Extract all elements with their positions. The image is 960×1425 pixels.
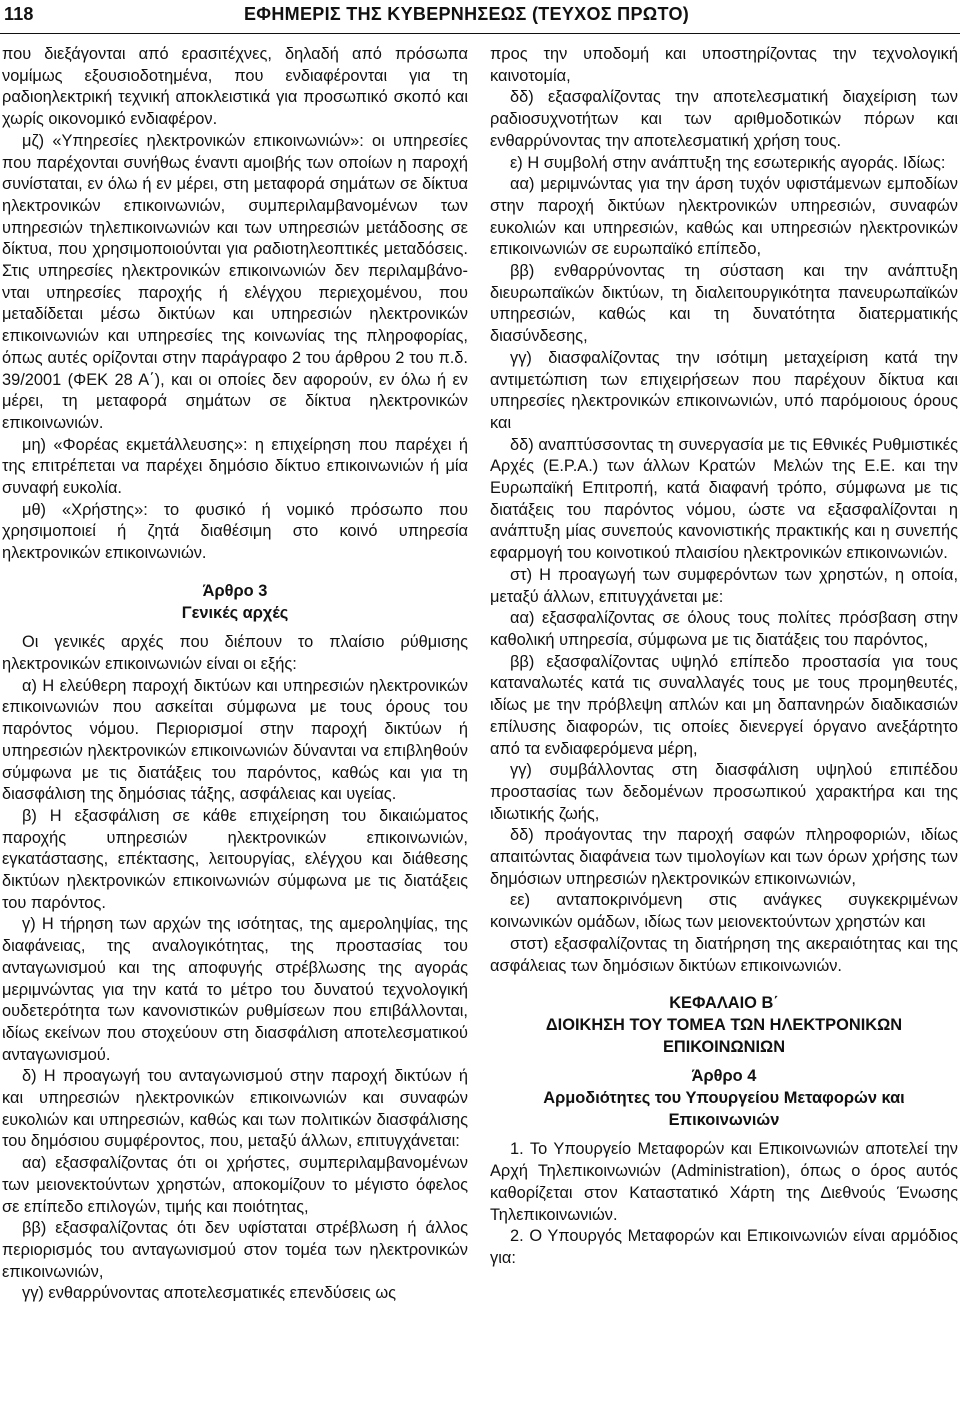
- paragraph: μη) «Φορέας εκμετάλλευσης»: η επιχείρηση που παρέχει ή της επιτρέπεται να παρέχει δημόσιο δίκτυο επικοινωνιών ή μία συναφή ευκολία.: [2, 435, 468, 498]
- left-column: [2, 44, 468, 1305]
- chapter-title: ΔΙΟΙΚΗΣΗ ΤΟΥ ΤΟΜΕΑ ΤΩΝ ΗΛΕΚΤΡΟΝΙΚΩΝ ΕΠΙΚΟΙΝΩΝΙΩΝ: [545, 1015, 903, 1056]
- paragraph: στστ) εξασφαλίζοντας τη διατήρηση της ακεραιότητας και της ασφάλειας των δημόσιων δικτύων επικοινωνιών.: [490, 934, 958, 975]
- chapter-number: ΚΕΦΑΛΑΙΟ Β΄: [669, 994, 779, 1013]
- paragraph: μθ) «Χρήστης»: το φυσικό ή νομικό πρόσωπο που χρησιμοποιεί ή ζητά διαθέσιμη στο κοινό υπηρεσία ηλεκτρονικών επικοινωνιών.: [2, 500, 468, 563]
- paragraph: εε) ανταποκρινόμενη στις ανάγκες συγκεκριμένων κοινωνικών ομάδων, ιδίως των μειονεκτούντων χρηστών και: [490, 891, 958, 932]
- article-4-number: Άρθρο 4: [691, 1067, 757, 1086]
- paragraph: β) Η εξασφάλιση σε κάθε επιχείρηση του δικαιώματος παροχής υπηρεσιών ηλεκτρονικών επικοινωνιών, εγκατάστασης, επέκτασης, λειτουργίας, ελέγχου και διάθεσης δικτύων ηλεκτρονικών επικοινωνιών σύμφωνα με τις διατάξεις του παρόντος.: [2, 806, 468, 912]
- paragraph: ββ) εξασφαλίζοντας υψηλό επίπεδο προστασία για τους καταναλωτές κατά τις συναλλαγές τους με τους προμηθευτές, ιδίως με την πρόβλεψη απλών και μη δαπανηρών διαδικασιών επίλυσης διαφορών, τις οποίες διενεργεί όργανο ανεξάρτητο από τα ενδιαφερόμενα μέρη,: [490, 652, 958, 758]
- paragraph: δδ) εξασφαλίζοντας την αποτελεσματική διαχείριση των ραδιοσυχνοτήτων και των αριθμοδοτικών πόρων και ενθαρρύνοντας την αποτελεσματική χρήση τους.: [490, 88, 958, 150]
- paragraph: γγ) συμβάλλοντας στη διασφάλιση υψηλού επιπέδου προστασίας των δεδομένων προσωπικού χαρακτήρα και της ιδιωτικής ζωής,: [490, 761, 958, 823]
- article-3-number: Άρθρο 3: [202, 581, 268, 600]
- article-3-title: Γενικές αρχές: [181, 603, 289, 622]
- paragraph: 1. Το Υπουργείο Μεταφορών και Επικοινωνιών αποτελεί την Αρχή Τηλεπικοινωνιών (Administration), όπως ο όρος αυτός καθορίζεται στον Καταστατικό Χάρτη της Διεθνούς Ένωσης Τηλεπικοινωνιών.: [490, 1140, 958, 1224]
- right-column: [490, 44, 958, 1270]
- paragraph: ββ) ενθαρρύνοντας τη σύσταση και την ανάπτυξη διευρωπαϊκών δικτύων, τη διαλειτουργικότητα πανευρωπαϊκών υπηρεσιών, καθώς και τη δυνατότητα διατερματικής διασύνδεσης,: [490, 262, 958, 346]
- page-header: [0, 0, 960, 34]
- paragraph: Οι γενικές αρχές που διέπουν το πλαίσιο ρύθμισης ηλεκτρονικών επικοινωνιών είναι οι εξής:: [2, 633, 468, 673]
- paragraph: στ) Η προαγωγή των συμφερόντων των χρηστών, η οποία, μεταξύ άλλων, επιτυγχάνεται με:: [490, 565, 958, 606]
- paragraph: γγ) ενθαρρύνοντας αποτελεσματικές επενδύσεις ως: [22, 1284, 397, 1303]
- paragraph: αα) εξασφαλίζοντας σε όλους τους πολίτες πρόσβαση στην καθολική υπηρεσία, σύμφωνα με τις διατάξεις του παρόντος,: [490, 609, 958, 649]
- paragraph: δ) Η προαγωγή του ανταγωνισμού στην παροχή δικτύων ή και υπηρεσιών ηλεκτρονικών επικοινωνιών και συναφών ευκολιών και υπηρεσιών, καθώς και των πολιτικών διασφάλισης του δημόσιου συμφέροντος, που, μεταξύ άλλων, επιτυγχάνεται:: [2, 1067, 468, 1151]
- paragraph: 2. Ο Υπουργός Μεταφορών και Επικοινωνιών είναι αρμόδιος για:: [490, 1227, 958, 1267]
- paragraph: που διεξάγονται από ερασιτέχνες, δηλαδή από πρόσωπα νομίμως εξουσιοδοτημένα, που ενδιαφέρονται για τη ραδιοηλεκτρική τεχνική αποκλειστικά για προσωπικό σκοπό και χωρίς οικονομικό ενδιαφέρον.: [2, 45, 468, 129]
- paragraph: μζ) «Υπηρεσίες ηλεκτρονικών επικοινωνιών»: οι υπηρεσίες που παρέχονται συνήθως έναντι αμοιβής των οποίων η παροχή συνίσταται, εν όλω ή εν μέρει, στη μεταφορά σημάτων σε δίκτυα ηλεκτρονικών επικοινωνιών, συμπεριλαμβανομένων των υπηρεσιών τηλεπικοινωνιών και των υπηρεσιών μετάδοσης σε δίκτυα, που χρησιμοποιούνται για ραδιοτηλεοπτικές μεταδόσεις. Στις υπηρεσίες ηλεκτρονικών επικοινωνιών δεν περιλαμβάνονται υπηρεσίες παροχής ή ελέγχου περιεχομένου, που μεταδίδεται μέσω δικτύων και υπηρεσιών ηλεκτρονικών επικοινωνιών και υπηρεσίες της κοινωνίας της πληροφορίας, όπως αυτές ορίζονται στην παράγραφο 2 του άρθρου 2 του π.δ. 39/2001 (ΦΕΚ 28 Α΄), και οι οποίες δεν αφορούν, εν όλω ή εν μέρει, τη μεταφορά σημάτων σε δίκτυα ηλεκτρονικών επικοινωνιών.: [2, 131, 468, 432]
- article-4-title: Αρμοδιότητες του Υπουργείου Μεταφορών και Επικοινωνιών: [543, 1089, 905, 1129]
- paragraph: γγ) διασφαλίζοντας την ισότιμη μεταχείριση κατά την αντιμετώπιση των επιχειρήσεων που παρέχουν δίκτυα και υπηρεσίες ηλεκτρονικών επικοινωνιών, υπό παρόμοιους όρους και: [490, 348, 958, 432]
- gazette-title: ΕΦΗΜΕΡΙΣ ΤΗΣ ΚΥΒΕΡΝΗΣΕΩΣ (ΤΕΥΧΟΣ ΠΡΩΤΟ): [244, 4, 690, 24]
- page-number: 118: [4, 4, 34, 24]
- paragraph: αα) μεριμνώντας για την άρση τυχόν υφιστάμενων εμποδίων στην παροχή δικτύων ηλεκτρονικών υπηρεσιών, συναφών ευκολιών και υπηρεσιών, καθώς και υπηρεσιών ηλεκτρονικών επικοινωνιών σε ευρωπαϊκό επίπεδο,: [490, 175, 958, 259]
- paragraph: αα) εξασφαλίζοντας ότι οι χρήστες, συμπεριλαμβανομένων των μειονεκτούντων χρηστών, αποκομίζουν το μέγιστο όφελος σε επίπεδο επιλογών, τιμής και ποιότητας,: [2, 1154, 468, 1216]
- paragraph: δδ) προάγοντας την παροχή σαφών πληροφοριών, ιδίως απαιτώντας διαφάνεια των τιμολογίων και των όρων χρήσης των δημόσιων υπηρεσιών ηλεκτρονικών επικοινωνιών,: [490, 826, 958, 888]
- paragraph: δδ) αναπτύσσοντας τη συνεργασία με τις Εθνικές Ρυθμιστικές Αρχές (Ε.Ρ.Α.) των άλλων Κρατών Μελών της Ε.Ε. και την Ευρωπαϊκή Επιτροπή, κατά διαφανή τρόπο, σύμφωνα με τις διατάξεις του παρόντος νόμου, ώστε να εξασφαλίζονται η ανάπτυξη μίας συνεπούς κανονιστικής πρακτικής και η συνεπής εφαρμογή του κοινοτικού πλαισίου ηλεκτρονικών επικοινωνιών.: [490, 435, 958, 563]
- paragraph: ββ) εξασφαλίζοντας ότι δεν υφίσταται στρέβλωση ή άλλος περιορισμός του ανταγωνισμού στον τομέα των ηλεκτρονικών επικοινωνιών,: [2, 1219, 468, 1281]
- paragraph: ε) Η συμβολή στην ανάπτυξη της εσωτερικής αγοράς. Ιδίως:: [510, 153, 946, 172]
- header-divider: [0, 33, 960, 34]
- paragraph: α) Η ελεύθερη παροχή δικτύων και υπηρεσιών ηλεκτρονικών επικοινωνιών που ασκείται σύμφωνα με τους όρους του παρόντος νόμου. Περιορισμοί στην παροχή δικτύων ή υπηρεσιών ηλεκτρονικών επικοινωνιών δύνανται να επιβληθούν σύμφωνα με τις διατάξεις του παρόντος, καθώς και για τη διασφάλιση της δημόσιας τάξης, ασφάλειας και υγείας.: [2, 676, 468, 804]
- paragraph: προς την υποδομή και υποστηρίζοντας την τεχνολογική καινοτομία,: [490, 45, 958, 85]
- paragraph: γ) Η τήρηση των αρχών της ισότητας, της αμεροληψίας, της διαφάνειας, της αναλογικότητας, της προστασίας του ανταγωνισμού και της αποφυγής στρέβλωσης της αγοράς μεριμνώντας για την κατά το μέτρο του δυνατού τεχνολογική ουδετερότητα των κανονιστικών ρυθμίσεων που επιβάλλονται, ιδίως εκείνων που στοχεύουν στη διασφάλιση αποτελεσματικού ανταγωνισμού.: [2, 915, 468, 1064]
